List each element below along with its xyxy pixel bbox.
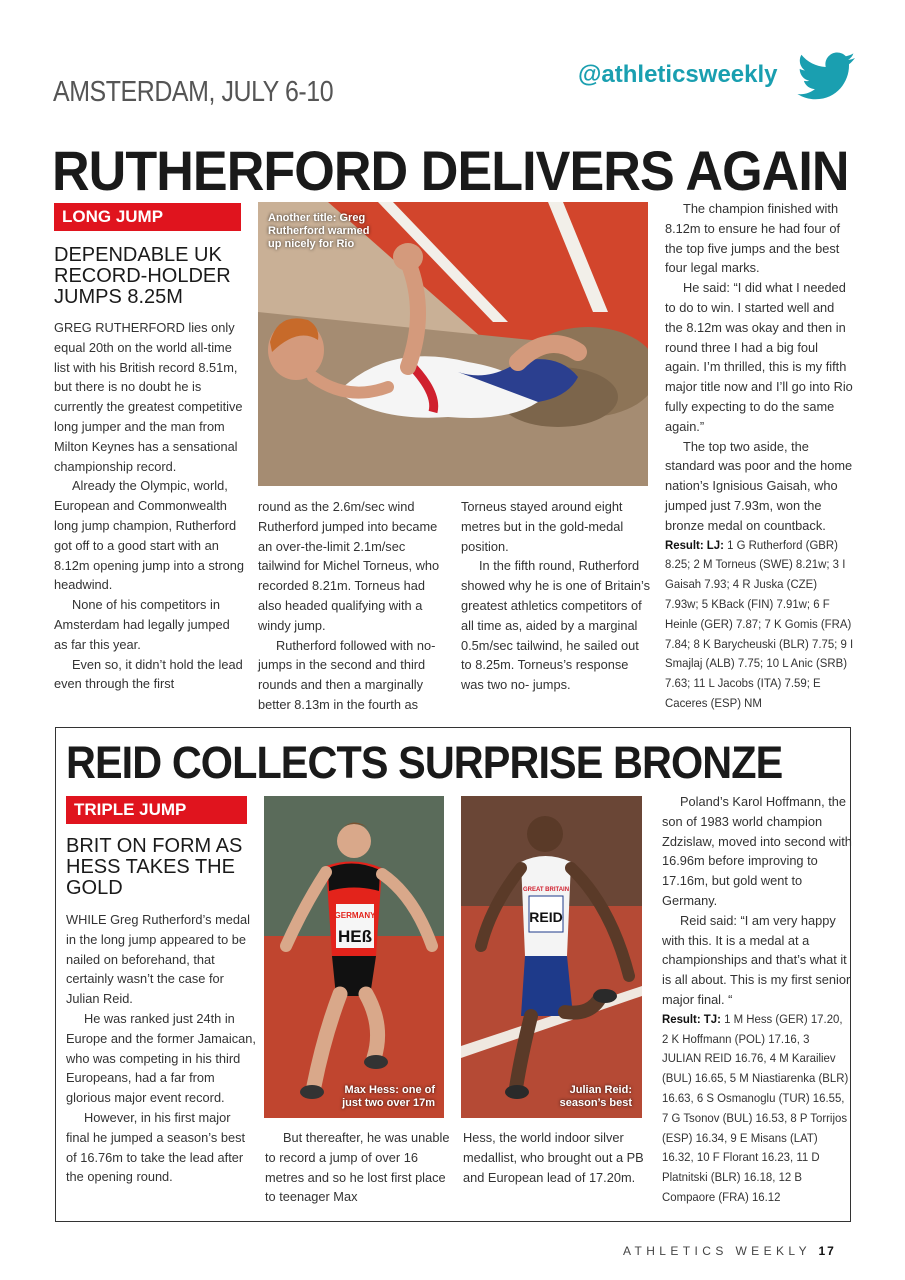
results-label: Result: TJ: — [662, 1011, 721, 1026]
paragraph: Already the Olympic, world, European and Commonwealth long jump champion, Rutherford got off to a good start with an 8.12m opening jump into a strong headwind. — [54, 478, 244, 593]
paragraph: Poland’s Karol Hoffmann, the son of 1983 world champion Zdzislaw, moved into second with 16.96m before improving to 17.16m, but gold went to Germany. — [662, 794, 852, 908]
paragraph: GREG RUTHERFORD lies only equal 20th on the world all-time list with his British record 8.51m, but there is no doubt he is currently the greatest competitive long jumper and the man from Milton Keynes has a sensational championship record. — [54, 320, 243, 474]
paragraph: round as the 2.6m/sec wind Rutherford jumped into became an over-the-limit 2.1m/sec tailwind for Michel Torneus, who recorded 8.21m. Torneus had also headed qualifying with a windy jump. — [258, 499, 440, 633]
bib-reid-name: REID — [529, 909, 563, 925]
story1-column-1 — [54, 318, 244, 694]
bib-hess-name: HEß — [338, 927, 372, 946]
section-kicker: AMSTERDAM, JULY 6-10 — [53, 76, 334, 108]
story1-photo-caption: Another title: Greg Rutherford warmed up nicely for Rio — [268, 212, 370, 250]
story1-column-3 — [461, 497, 651, 695]
story1-headline: RUTHERFORD DELIVERS AGAIN — [52, 139, 849, 202]
paragraph: However, in his first major final he jumped a season’s best of 16.76m to take the lead after the opening round. — [66, 1109, 246, 1185]
paragraph: He was ranked just 24th in Europe and the former Jamaican, who was competing in his third Europeans, had a far from glorious major event record. — [66, 1010, 256, 1106]
magazine-name: ATHLETICS WEEKLY — [623, 1244, 811, 1258]
paragraph: Torneus stayed around eight metres but in the gold-medal position. — [461, 499, 624, 554]
paragraph: None of his competitors in Amsterdam had legally jumped as far this year. — [54, 597, 230, 652]
paragraph: WHILE Greg Rutherford’s medal in the long jump appeared to be nailed on beforehand, that certainly wasn’t the case for Julian Reid. — [66, 912, 250, 1007]
story2-column-1 — [66, 910, 256, 1187]
reid-triple-jump-photo — [461, 796, 642, 1118]
results-text: 1 G Rutherford (GBR) 8.25; 2 M Torneus (SWE) 8.21w; 3 I Gaisah 7.93; 4 R Juska (CZE) 7.93w; 5 KBack (FIN) 7.91w; 6 F Heinle (GER) 7.87; 7 K Gomis (FRA) 7.84; 8 K Barycheuski (BLR) 7.75; 9 I Smajlaj (ALB) 7.75; 10 L Anic (SRB) 7.63; 11 L Jacobs (ITA) 7.59; E Caceres (ESP) NM — [665, 537, 854, 710]
story2-deck: BRIT ON FORM AS HESS TAKES THE GOLD — [66, 835, 243, 899]
hess-triple-jump-photo — [264, 796, 444, 1118]
page-number: 17 — [818, 1244, 836, 1258]
triple-jump-results — [662, 1010, 851, 1208]
hess-photo-caption: Max Hess: one of just two over 17m — [342, 1084, 435, 1109]
twitter-bird-icon[interactable] — [797, 52, 857, 102]
story2-headline: REID COLLECTS SURPRISE BRONZE — [66, 737, 783, 788]
paragraph: The champion finished with 8.12m to ensure he had four of the top five jumps and the best four legal marks. — [665, 201, 841, 276]
story1-tag: LONG JUMP — [54, 203, 241, 231]
story2-column-4 — [662, 792, 852, 1208]
paragraph: But thereafter, he was unable to record a jump of over 16 metres and so he lost first place to teenager Max — [265, 1130, 450, 1205]
twitter-handle[interactable]: @athleticsweekly — [578, 61, 778, 88]
paragraph: The top two aside, the standard was poor and the home nation’s Ignisious Gaisah, who jumped just 7.93m, won the bronze medal on countback. — [665, 438, 853, 533]
paragraph: In the fifth round, Rutherford showed why he is one of Britain’s greatest athletics competitors of all time as, aided by a marginal 0.5m/sec tailwind, he sailed out to 8.25m. Torneus’s response was two no- jumps. — [461, 558, 650, 693]
story1-deck: DEPENDABLE UK RECORD-HOLDER JUMPS 8.25M — [54, 244, 231, 308]
paragraph: Even so, it didn’t hold the lead even through the first — [54, 656, 243, 692]
page-footer — [623, 1244, 836, 1258]
paragraph: Reid said: “I am very happy with this. It is a medal at a championships and that’s what it is all about. This is my first senior major final. “ — [662, 912, 851, 1007]
results-text: 1 M Hess (GER) 17.20, 2 K Hoffmann (POL) 17.16, 3 JULIAN REID 16.76, 4 M Karailiev (BUL) 16.65, 5 M Niastiarenka (BLR) 16.63, 6 S Osmanoglu (TUR) 16.55, 7 G Tsonov (BUL) 16.53, 8 P Torrijos (ESP) 16.34, 9 E Misans (LAT) 16.32, 10 F Florant 16.23, 11 D Platnitski (BLR) 16.18, 12 B Compaore (FRA) 16.12 — [662, 1011, 849, 1204]
reid-photo-caption: Julian Reid: season’s best — [559, 1084, 632, 1109]
story2-column-2 — [265, 1128, 450, 1207]
story2-column-3 — [463, 1128, 648, 1187]
story1-column-2 — [258, 497, 448, 715]
paragraph: Rutherford followed with no-jumps in the second and third rounds and then a marginally better 8.13m in the fourth as — [258, 637, 436, 712]
bib-reid-country: GREAT BRITAIN — [522, 887, 570, 893]
story2-tag: TRIPLE JUMP — [66, 796, 247, 824]
results-label: Result: LJ: — [665, 537, 724, 552]
paragraph: He said: “I did what I needed to do to win. I started well and the 8.12m was okay and then in round three I had a big foul again. I’m thrilled, this is my fifth major title now and I’ll go into Rio fully expecting to do the same again.” — [665, 280, 853, 434]
long-jump-results — [665, 536, 854, 714]
paragraph: Hess, the world indoor silver medallist, who brought out a PB and European lead of 17.20m. — [463, 1130, 644, 1185]
story1-column-4 — [665, 199, 855, 714]
bib-hess-country: GERMANY — [334, 911, 376, 920]
